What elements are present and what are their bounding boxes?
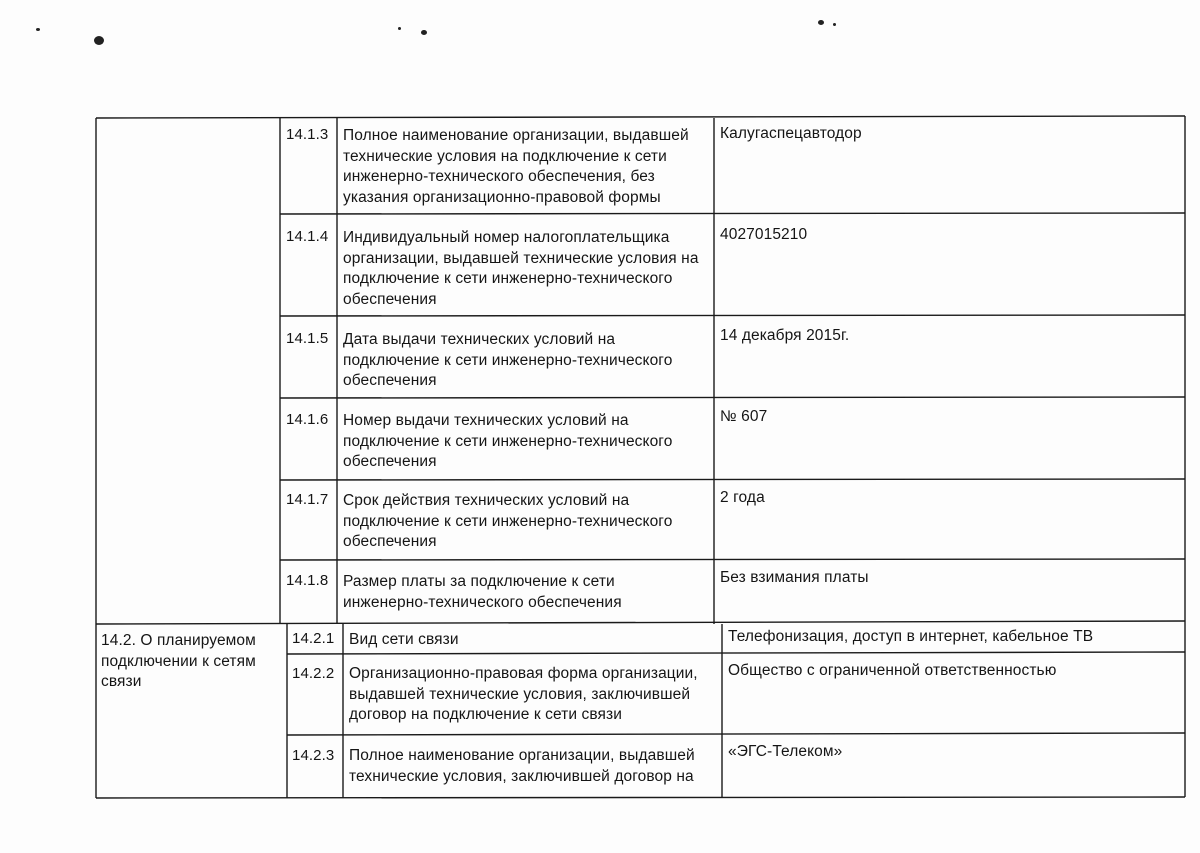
description-line: обеспечения: [343, 290, 437, 308]
description-line: инженерно-технического обеспечения: [343, 593, 622, 611]
description-line: подключение к сети инженерно-технического: [343, 270, 673, 287]
item-number: 14.2.3: [292, 747, 335, 764]
description-line: Номер выдачи технических условий на: [343, 412, 629, 429]
table-border-bottom: [96, 797, 1185, 798]
description-line: Дата выдачи технических условий на: [343, 331, 616, 348]
row-divider: [280, 213, 1185, 214]
section-title-line: подключении к сетям: [101, 652, 256, 670]
item-number: 14.1.3: [286, 126, 329, 143]
description-line: обеспечения: [343, 453, 437, 470]
item-number: 14.1.5: [286, 330, 329, 347]
item-value: «ЭГС-Телеком»: [728, 743, 843, 760]
row-divider: [280, 315, 1185, 316]
item-description: [349, 664, 698, 726]
row-divider: [287, 733, 1185, 735]
item-number: 14.2.2: [292, 665, 335, 682]
description-line: Полное наименование организации, выдавшей: [349, 747, 695, 764]
item-number: 14.1.6: [286, 411, 329, 428]
description-line: технические условия, заключившей договор на: [349, 767, 694, 785]
item-number: 14.1.8: [286, 572, 329, 589]
item-description: [343, 572, 622, 613]
item-value: Калугаспецавтодор: [720, 125, 862, 142]
description-line: обеспечения: [343, 533, 437, 550]
description-line: Срок действия технических условий на: [343, 492, 630, 509]
description-line: выдавшей технические условия, заключившей: [349, 685, 691, 703]
row-divider: [280, 397, 1185, 398]
item-number: 14.2.1: [292, 630, 335, 647]
description-line: Полное наименование организации, выдавшей: [343, 127, 689, 144]
section-title-line: связи: [101, 673, 142, 690]
description-line: подключение к сети инженерно-технического: [343, 351, 673, 369]
item-value: № 607: [720, 408, 768, 425]
item-value: Без взимания платы: [720, 569, 869, 586]
description-line: Вид сети связи: [349, 631, 459, 648]
item-number: 14.1.7: [286, 491, 329, 508]
description-line: обеспечения: [343, 372, 437, 389]
item-value: 4027015210: [720, 226, 808, 243]
item-value: Общество с ограниченной ответственностью: [728, 662, 1057, 679]
description-line: подключение к сети инженерно-технического: [343, 512, 673, 530]
item-description: [349, 746, 695, 787]
description-line: Индивидуальный номер налогоплательщика: [343, 229, 670, 246]
row-divider: [287, 652, 1185, 654]
item-value: 14 декабря 2015г.: [720, 327, 850, 344]
description-line: Размер платы за подключение к сети: [343, 573, 615, 590]
description-line: подключение к сети инженерно-технического: [343, 432, 673, 450]
item-description: [343, 491, 672, 553]
item-description: [343, 411, 672, 473]
section-title-line: 14.2. О планируемом: [101, 632, 256, 649]
section-title: [101, 631, 256, 693]
item-number: 14.1.4: [286, 228, 329, 245]
item-description: [343, 126, 689, 208]
item-value: 2 года: [720, 489, 765, 506]
description-line: договор на подключение к сети связи: [349, 706, 623, 723]
description-line: технические условия на подключение к сети: [343, 147, 667, 165]
row-divider: [280, 479, 1185, 480]
item-value: Телефонизация, доступ в интернет, кабельное ТВ: [728, 628, 1094, 645]
item-description: [343, 330, 672, 392]
description-line: инженерно-технического обеспечения, без: [343, 168, 655, 185]
section-divider: [96, 621, 1185, 624]
table-border-top: [96, 116, 1185, 118]
item-description: [343, 228, 699, 310]
description-line: Организационно-правовая форма организации,: [349, 665, 698, 682]
description-line: указания организационно-правовой формы: [343, 188, 661, 206]
row-divider: [280, 559, 1185, 560]
item-description: [349, 630, 459, 651]
description-line: организации, выдавшей технические условия на: [343, 249, 699, 267]
